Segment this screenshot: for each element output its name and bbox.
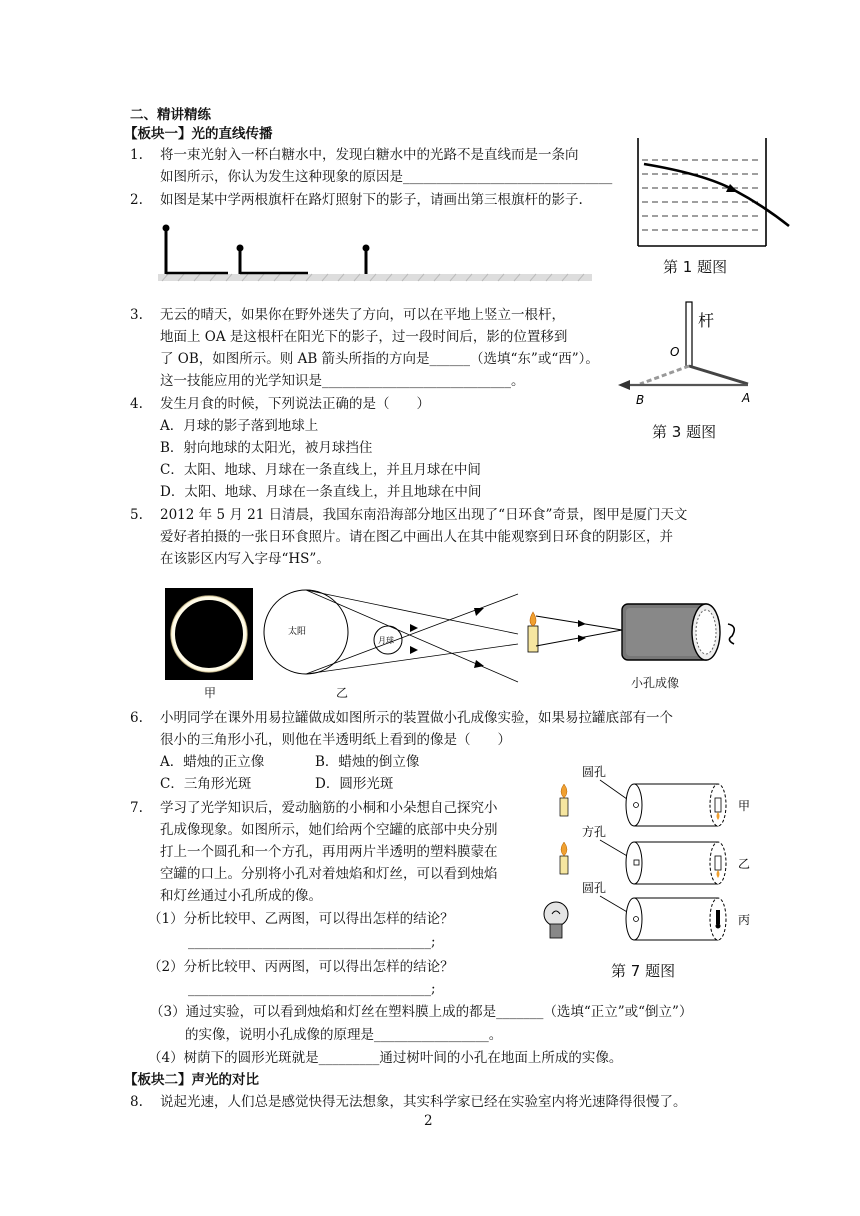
q1-line2: 如图所示，你认为发生这种现象的原因是_______________________________ [160, 169, 613, 185]
figure-1-caption: 第 1 题图 [663, 258, 728, 276]
q7-sub3-line1: （3）通过实验，可以看到烛焰和灯丝在塑料膜上成的都是_______（选填“正立”或“倒立”） [150, 1004, 693, 1020]
q4-option-d: D．太阳、地球、月球在一条直线上，并且地球在中间 [160, 484, 482, 500]
q3-line3: 了 OB，如图所示。则 AB 箭头所指的方向是______（选填“东”或“西”）。 [160, 351, 599, 367]
figure-5-eclipse-photo [165, 588, 253, 680]
q4-option-b: B．射向地球的太阳光，被月球挡住 [160, 440, 373, 456]
q7-sub3-line2: 的实像，说明小孔成像的原理是_________________。 [185, 1027, 503, 1043]
figure-7-pinhole-cans [538, 764, 758, 950]
point-b-label: B [636, 393, 645, 407]
q3-line2: 地面上 OA 是这根杆在阳光下的影子，过一段时间后，影的位置移到 [160, 329, 568, 345]
figure-2-flagpoles [156, 222, 596, 282]
q6-line1: 小明同学在课外用易拉罐做成如图所示的装置做小孔成像实验，如果易拉罐底部有一个 [160, 710, 673, 726]
q7-sub1-blank: ____________________________________; [188, 934, 436, 950]
q4-stem: 发生月食的时候，下列说法正确的是（ ） [160, 396, 430, 412]
page-number: 2 [424, 1113, 433, 1129]
q4-number: 4. [130, 396, 143, 412]
q7-sub2-blank: ____________________________________; [188, 981, 436, 997]
figure-5-sun-moon-diagram [262, 588, 520, 684]
section-title: 二、精讲精练 [130, 107, 211, 123]
figure-3-rod-shadow [612, 298, 762, 408]
figure-5-pinhole-label: 小孔成像 [631, 676, 680, 690]
label-bing: 丙 [738, 913, 751, 927]
q6-number: 6. [130, 710, 143, 726]
block1-title: 【板块一】光的直线传播 [124, 126, 273, 142]
label-yi: 乙 [738, 857, 751, 871]
figure-5-label-jia: 甲 [204, 686, 217, 700]
figure-1-beaker [634, 134, 794, 252]
q4-option-a: A．月球的影子落到地球上 [160, 418, 319, 434]
q6-option-a: A．蜡烛的正立像 [160, 754, 265, 770]
q7-sub4: （4）树荫下的圆形光斑就是_________通过树叶间的小孔在地面上所成的实像。 [148, 1050, 623, 1066]
q7-line4: 空罐的口上。分别将小孔对着烛焰和灯丝，可以看到烛焰 [160, 866, 498, 882]
q2-number: 2. [130, 192, 143, 208]
q5-line1: 2012 年 5 月 21 日清晨，我国东南沿海部分地区出现了“日环食”奇景，图甲是厦门天文 [160, 507, 688, 523]
q5-number: 5. [130, 507, 143, 523]
q7-number: 7. [130, 800, 143, 816]
q5-line2: 爱好者拍摄的一张日环食照片。请在图乙中画出人在其中能观察到日环食的阴影区，并 [160, 529, 673, 545]
q3-number: 3. [130, 307, 143, 323]
q6-option-b: B．蜡烛的倒立像 [315, 754, 420, 770]
rod-label: 杆 [698, 311, 715, 330]
q7-line5: 和灯丝通过小孔所成的像。 [160, 888, 322, 904]
q7-sub2: （2）分析比较甲、丙两图，可以得出怎样的结论？ [148, 959, 454, 975]
sun-label: 太阳 [288, 627, 307, 637]
figure-5-pinhole-can [522, 596, 742, 666]
q6-option-c: C．三角形光斑 [160, 776, 252, 792]
q5-line3: 在该影区内写入字母“HS”。 [160, 551, 330, 567]
point-o-label: O [670, 345, 680, 359]
point-a-label: A [742, 391, 751, 405]
q4-option-c: C．太阳、地球、月球在一条直线上，并且月球在中间 [160, 462, 481, 478]
q8-number: 8. [130, 1094, 143, 1110]
block2-title: 【板块二】声光的对比 [124, 1072, 259, 1088]
q7-line1: 学习了光学知识后，爱动脑筋的小桐和小朵想自己探究小 [160, 800, 498, 816]
figure-5-label-yi: 乙 [336, 686, 349, 700]
q1-number: 1. [130, 147, 143, 163]
q7-line3: 打上一个圆孔和一个方孔，再用两片半透明的塑料膜蒙在 [160, 844, 498, 860]
q1-line1: 将一束光射入一杯白糖水中，发现白糖水中的光路不是直线而是一条向 [160, 147, 579, 163]
q3-line1: 无云的晴天，如果你在野外迷失了方向，可以在平地上竖立一根杆， [160, 307, 565, 323]
q6-option-d: D．圆形光斑 [315, 776, 394, 792]
q7-sub1: （1）分析比较甲、乙两图，可以得出怎样的结论？ [148, 911, 454, 927]
q6-line2: 很小的三角形小孔，则他在半透明纸上看到的像是（ ） [160, 732, 511, 748]
round-hole-label-1: 圆孔 [582, 765, 607, 779]
figure-3-caption: 第 3 题图 [652, 423, 717, 441]
moon-label: 月球 [378, 636, 394, 645]
label-jia: 甲 [738, 799, 751, 813]
q7-line2: 孔成像现象。如图所示，她们给两个空罐的底部中央分别 [160, 822, 498, 838]
figure-7-caption: 第 7 题图 [611, 962, 676, 980]
square-hole-label: 方孔 [582, 825, 607, 839]
round-hole-label-2: 圆孔 [582, 881, 607, 895]
q2-line1: 如图是某中学两根旗杆在路灯照射下的影子，请画出第三根旗杆的影子. [160, 192, 583, 208]
q3-line4: 这一技能应用的光学知识是____________________________。 [160, 373, 525, 389]
q8-line1: 说起光速，人们总是感觉快得无法想象，其实科学家已经在实验室内将光速降得很慢了。 [160, 1094, 687, 1110]
